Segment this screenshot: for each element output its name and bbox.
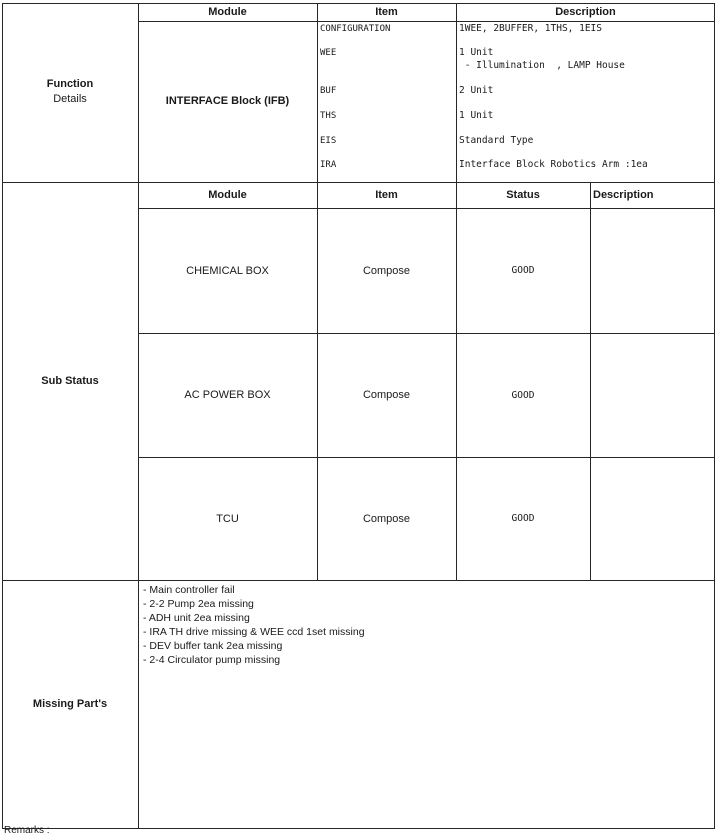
function-item-eis: EIS bbox=[320, 136, 337, 146]
function-desc-buf: 2 Unit bbox=[459, 85, 494, 96]
sub-row-module: CHEMICAL BOX bbox=[186, 264, 269, 277]
sub-status-label: Sub Status bbox=[41, 375, 99, 387]
function-desc-wee-detail: - Illumination , LAMP House bbox=[459, 60, 625, 71]
sub-row-module: TCU bbox=[216, 512, 239, 525]
sub-row-item: Compose bbox=[362, 512, 411, 525]
missing-parts-label: Missing Part's bbox=[32, 698, 108, 710]
header-description: Description bbox=[555, 6, 616, 18]
list-item: - 2-4 Circulator pump missing bbox=[143, 654, 281, 666]
list-item: - 2-2 Pump 2ea missing bbox=[143, 598, 254, 610]
sub-row-item: Compose bbox=[362, 264, 411, 277]
sub-row-description bbox=[590, 208, 715, 333]
sub-row-status: GOOD bbox=[511, 513, 535, 524]
function-module: INTERFACE Block (IFB) bbox=[165, 95, 290, 107]
divider bbox=[138, 21, 715, 22]
sub-row-status: GOOD bbox=[511, 265, 535, 276]
list-item: - DEV buffer tank 2ea missing bbox=[143, 640, 283, 652]
list-item: - Main controller fail bbox=[143, 584, 235, 596]
divider bbox=[317, 3, 318, 183]
function-details-label: Function Details bbox=[46, 78, 94, 105]
sub-row-status: GOOD bbox=[511, 389, 535, 401]
list-item: - IRA TH drive missing & WEE ccd 1set missing bbox=[143, 626, 365, 638]
header-module: Module bbox=[208, 6, 247, 18]
divider bbox=[456, 3, 457, 183]
missing-parts-list bbox=[143, 583, 365, 667]
function-item-configuration: CONFIGURATION bbox=[320, 24, 391, 34]
sub-header-description: Description bbox=[593, 189, 654, 201]
sub-row-item: Compose bbox=[362, 389, 411, 401]
sub-row-description bbox=[590, 333, 715, 457]
sub-header-status: Status bbox=[506, 189, 540, 201]
function-item-ths: THS bbox=[320, 111, 337, 121]
sub-header-module: Module bbox=[208, 189, 247, 201]
sub-header-item: Item bbox=[375, 189, 398, 201]
function-desc-wee: 1 Unit bbox=[459, 47, 494, 58]
header-item: Item bbox=[375, 6, 398, 18]
function-item-ira: IRA bbox=[320, 160, 337, 170]
function-desc-ira: Interface Block Robotics Arm :1ea bbox=[459, 159, 648, 170]
divider bbox=[2, 580, 715, 581]
function-desc-ths: 1 Unit bbox=[459, 110, 494, 121]
function-desc-configuration: 1WEE, 2BUFFER, 1THS, 1EIS bbox=[459, 23, 602, 34]
remarks-label: Remarks : bbox=[4, 825, 50, 836]
list-item: - ADH unit 2ea missing bbox=[143, 612, 250, 624]
function-desc-eis: Standard Type bbox=[459, 135, 534, 146]
function-item-buf: BUF bbox=[320, 86, 337, 96]
sub-row-description bbox=[590, 457, 715, 580]
function-item-wee: WEE bbox=[320, 48, 337, 58]
sub-row-module: AC POWER BOX bbox=[184, 389, 271, 401]
